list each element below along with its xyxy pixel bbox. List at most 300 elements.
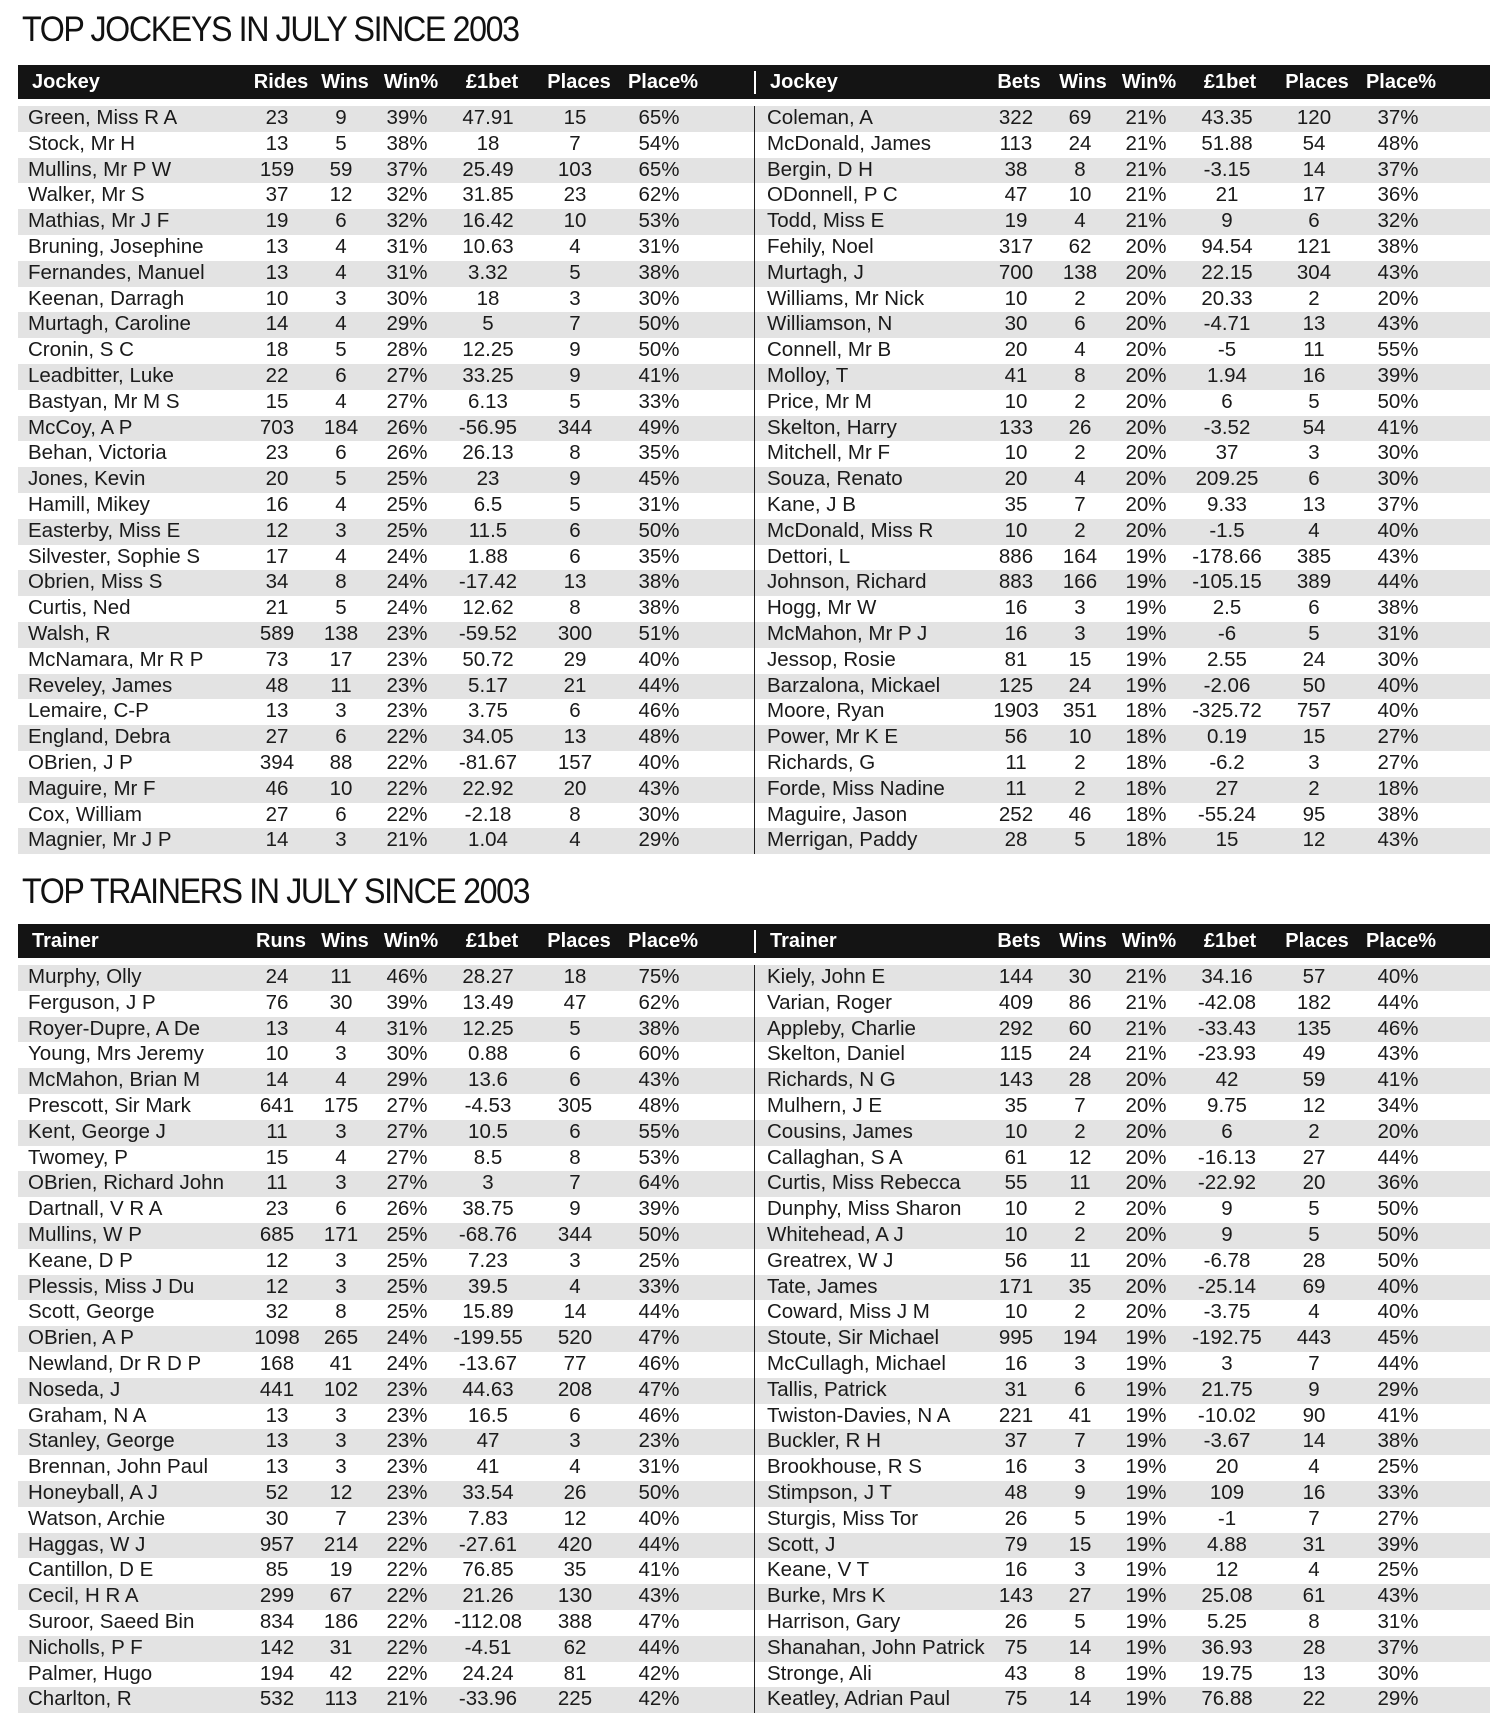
right-row-half bbox=[754, 1326, 1490, 1352]
value-cell: 39.5 bbox=[468, 1274, 508, 1298]
column-header: Win% bbox=[1121, 929, 1177, 952]
left-row-half bbox=[18, 545, 754, 571]
name-cell: Cronin, S C bbox=[28, 338, 134, 362]
value-cell: 6 bbox=[335, 725, 347, 749]
value-cell: 6.13 bbox=[468, 389, 508, 413]
value-cell: 20% bbox=[1125, 1093, 1167, 1117]
right-row-half bbox=[754, 467, 1490, 493]
left-row-half bbox=[18, 1507, 754, 1533]
value-cell: 2 bbox=[1074, 1197, 1086, 1221]
value-cell: 46% bbox=[638, 699, 680, 723]
value-cell: 532 bbox=[259, 1687, 295, 1711]
value-cell: 21% bbox=[1125, 183, 1167, 207]
value-cell: 5 bbox=[482, 312, 494, 336]
row-cells bbox=[18, 1017, 754, 1041]
value-cell: 39% bbox=[638, 1197, 680, 1221]
value-cell: 2.5 bbox=[1212, 596, 1242, 620]
value-cell: 50 bbox=[1302, 673, 1326, 697]
row-cells bbox=[755, 158, 1490, 182]
value-cell: 31% bbox=[1377, 621, 1419, 645]
value-cell: 47% bbox=[638, 1326, 680, 1350]
value-cell: 50% bbox=[638, 338, 680, 362]
name-cell: McDonald, Miss R bbox=[767, 518, 934, 542]
table-row bbox=[18, 1429, 1490, 1455]
name-cell: Dartnall, V R A bbox=[28, 1197, 163, 1221]
value-cell: 3 bbox=[1074, 1351, 1086, 1375]
row-cells bbox=[18, 183, 754, 207]
value-cell: 3 bbox=[1074, 1455, 1086, 1479]
row-cells bbox=[18, 364, 754, 388]
value-cell: 23% bbox=[386, 699, 428, 723]
value-cell: 25% bbox=[386, 1274, 428, 1298]
name-cell: Buckler, R H bbox=[767, 1429, 881, 1453]
right-row-half bbox=[754, 1533, 1490, 1559]
value-cell: 38% bbox=[638, 260, 680, 284]
left-row-half bbox=[18, 803, 754, 829]
value-cell: 3 bbox=[335, 1248, 347, 1272]
right-row-half bbox=[754, 1404, 1490, 1430]
value-cell: 50% bbox=[1377, 1222, 1419, 1246]
value-cell: -17.42 bbox=[458, 570, 518, 594]
value-cell: 18 bbox=[265, 338, 289, 362]
value-cell: 59 bbox=[329, 157, 353, 181]
table-row bbox=[18, 390, 1490, 416]
value-cell: 299 bbox=[259, 1584, 295, 1608]
value-cell: 14 bbox=[1302, 157, 1326, 181]
value-cell: 45% bbox=[638, 467, 680, 491]
value-cell: 2 bbox=[1074, 750, 1086, 774]
row-cells bbox=[755, 965, 1490, 989]
name-cell: Mathias, Mr J F bbox=[28, 209, 170, 233]
value-cell: 33% bbox=[638, 1274, 680, 1298]
value-cell: 81 bbox=[563, 1661, 587, 1685]
table-row bbox=[18, 1275, 1490, 1301]
value-cell: 42% bbox=[638, 1661, 680, 1685]
value-cell: 121 bbox=[1296, 234, 1332, 258]
table-row bbox=[18, 467, 1490, 493]
value-cell: 23% bbox=[386, 1455, 428, 1479]
value-cell: 44% bbox=[638, 673, 680, 697]
right-row-half bbox=[754, 1429, 1490, 1455]
value-cell: 9 bbox=[1221, 1222, 1233, 1246]
value-cell: 19% bbox=[1125, 544, 1167, 568]
value-cell: 15 bbox=[1068, 1532, 1092, 1556]
name-cell: Varian, Roger bbox=[767, 990, 892, 1014]
value-cell: 20% bbox=[1125, 1274, 1167, 1298]
value-cell: 31 bbox=[1004, 1377, 1028, 1401]
value-cell: 21 bbox=[563, 673, 587, 697]
value-cell: 7 bbox=[1074, 1429, 1086, 1453]
right-row-half bbox=[754, 106, 1490, 132]
value-cell: 9 bbox=[569, 1197, 581, 1221]
value-cell: 194 bbox=[259, 1661, 295, 1685]
right-row-half bbox=[754, 1584, 1490, 1610]
row-cells bbox=[755, 183, 1490, 207]
value-cell: -55.24 bbox=[1197, 802, 1257, 826]
value-cell: 19% bbox=[1125, 1377, 1167, 1401]
left-row-half bbox=[18, 1068, 754, 1094]
value-cell: 157 bbox=[557, 750, 593, 774]
right-row-half bbox=[754, 1481, 1490, 1507]
row-cells bbox=[755, 1558, 1490, 1582]
value-cell: 1.04 bbox=[468, 828, 508, 852]
value-cell: 8 bbox=[335, 570, 347, 594]
left-row-half bbox=[18, 1352, 754, 1378]
value-cell: 4 bbox=[569, 828, 581, 852]
value-cell: 22% bbox=[386, 776, 428, 800]
value-cell: 13 bbox=[265, 234, 289, 258]
column-header: Places bbox=[1285, 929, 1349, 952]
value-cell: 12 bbox=[265, 1248, 289, 1272]
value-cell: 35% bbox=[638, 544, 680, 568]
table-row bbox=[18, 803, 1490, 829]
value-cell: 15 bbox=[563, 106, 587, 129]
left-row-half bbox=[18, 1146, 754, 1172]
name-cell: Shanahan, John Patrick bbox=[767, 1635, 985, 1659]
value-cell: 11 bbox=[266, 1171, 288, 1195]
table-row bbox=[18, 777, 1490, 803]
table-row bbox=[18, 1610, 1490, 1636]
value-cell: 5 bbox=[1308, 1222, 1320, 1246]
value-cell: 62% bbox=[638, 183, 680, 207]
right-row-half bbox=[754, 1636, 1490, 1662]
value-cell: 32% bbox=[386, 209, 428, 233]
value-cell: -13.67 bbox=[458, 1351, 518, 1375]
value-cell: 5 bbox=[569, 1016, 581, 1040]
value-cell: 22% bbox=[386, 1661, 428, 1685]
value-cell: 20% bbox=[1125, 234, 1167, 258]
value-cell: 12 bbox=[1302, 1093, 1326, 1117]
row-cells bbox=[755, 1042, 1490, 1066]
left-row-half bbox=[18, 287, 754, 313]
value-cell: 43% bbox=[638, 1584, 680, 1608]
value-cell: 30% bbox=[386, 286, 428, 310]
value-cell: 4 bbox=[335, 312, 347, 336]
row-cells bbox=[18, 158, 754, 182]
value-cell: 20 bbox=[1215, 1455, 1239, 1479]
table-row bbox=[18, 132, 1490, 158]
value-cell: 39% bbox=[1377, 1532, 1419, 1556]
left-row-half bbox=[18, 1429, 754, 1455]
name-cell: Noseda, J bbox=[28, 1377, 121, 1401]
value-cell: 54% bbox=[638, 131, 680, 155]
jockeys-rows bbox=[18, 106, 1490, 854]
right-row-half bbox=[754, 235, 1490, 261]
name-cell: Power, Mr K E bbox=[767, 725, 899, 749]
table-row bbox=[18, 991, 1490, 1017]
right-row-half bbox=[754, 519, 1490, 545]
table-row bbox=[18, 183, 1490, 209]
value-cell: 38% bbox=[1377, 596, 1419, 620]
value-cell: 43% bbox=[638, 776, 680, 800]
value-cell: 48% bbox=[1377, 131, 1419, 155]
value-cell: 29 bbox=[563, 647, 587, 671]
name-cell: Keane, D P bbox=[28, 1248, 133, 1272]
value-cell: 73 bbox=[265, 647, 289, 671]
name-cell: Keane, V T bbox=[767, 1558, 870, 1582]
left-row-half bbox=[18, 1378, 754, 1404]
value-cell: -112.08 bbox=[453, 1609, 522, 1633]
row-cells bbox=[18, 416, 754, 440]
value-cell: 138 bbox=[323, 621, 359, 645]
value-cell: 6 bbox=[335, 209, 347, 233]
right-row-half bbox=[754, 1249, 1490, 1275]
value-cell: 34.16 bbox=[1201, 965, 1253, 988]
name-cell: Dunphy, Miss Sharon bbox=[767, 1197, 962, 1221]
value-cell: 6 bbox=[1221, 389, 1233, 413]
value-cell: 69 bbox=[1302, 1274, 1326, 1298]
right-row-half bbox=[754, 965, 1490, 991]
row-cells bbox=[755, 132, 1490, 156]
row-cells bbox=[18, 1558, 754, 1582]
value-cell: 12 bbox=[1068, 1145, 1092, 1169]
value-cell: 2 bbox=[1074, 1222, 1086, 1246]
name-cell: McCoy, A P bbox=[28, 415, 133, 439]
value-cell: 8 bbox=[335, 1300, 347, 1324]
value-cell: 18% bbox=[1125, 750, 1167, 774]
value-cell: 31% bbox=[386, 260, 428, 284]
right-row-half bbox=[754, 1146, 1490, 1172]
value-cell: 30% bbox=[386, 1042, 428, 1066]
name-cell: Maguire, Jason bbox=[767, 802, 908, 826]
row-cells bbox=[18, 725, 754, 749]
name-cell: ODonnell, P C bbox=[767, 183, 898, 207]
value-cell: 36.93 bbox=[1201, 1635, 1253, 1659]
value-cell: 56 bbox=[1004, 1248, 1028, 1272]
value-cell: 15 bbox=[1215, 828, 1239, 852]
value-cell: 11.5 bbox=[468, 518, 508, 542]
value-cell: 29% bbox=[638, 828, 680, 852]
value-cell: -2.06 bbox=[1203, 673, 1251, 697]
name-cell: Williamson, N bbox=[767, 312, 893, 336]
name-cell: Reveley, James bbox=[28, 673, 173, 697]
value-cell: 44% bbox=[1377, 990, 1419, 1014]
name-cell: Forde, Miss Nadine bbox=[767, 776, 945, 800]
value-cell: 37 bbox=[265, 183, 289, 207]
jockeys-header-row bbox=[18, 65, 1490, 99]
value-cell: 1903 bbox=[993, 699, 1039, 723]
row-cells bbox=[18, 1455, 754, 1479]
right-row-half bbox=[754, 1068, 1490, 1094]
value-cell: 20 bbox=[563, 776, 587, 800]
value-cell: 3 bbox=[335, 518, 347, 542]
right-row-half bbox=[754, 545, 1490, 571]
value-cell: 22% bbox=[386, 750, 428, 774]
value-cell: 14 bbox=[1068, 1687, 1092, 1711]
value-cell: 10 bbox=[265, 1042, 289, 1066]
value-cell: 23 bbox=[265, 441, 289, 465]
value-cell: 3 bbox=[335, 1429, 347, 1453]
row-cells bbox=[18, 1249, 754, 1273]
table-row bbox=[18, 493, 1490, 519]
value-cell: 3 bbox=[335, 699, 347, 723]
value-cell: 21 bbox=[265, 596, 289, 620]
value-cell: 225 bbox=[557, 1687, 593, 1711]
right-row-half bbox=[754, 209, 1490, 235]
left-row-half bbox=[18, 570, 754, 596]
value-cell: 3 bbox=[569, 1429, 581, 1453]
row-cells bbox=[18, 1068, 754, 1092]
row-cells bbox=[755, 751, 1490, 775]
value-cell: 26 bbox=[563, 1480, 587, 1504]
value-cell: 20% bbox=[1125, 1248, 1167, 1272]
value-cell: 30 bbox=[265, 1506, 289, 1530]
left-row-half bbox=[18, 441, 754, 467]
row-cells bbox=[18, 545, 754, 569]
value-cell: 6 bbox=[1308, 209, 1320, 233]
value-cell: -6 bbox=[1217, 621, 1237, 645]
value-cell: 76 bbox=[265, 990, 289, 1014]
name-cell: Fernandes, Manuel bbox=[28, 260, 205, 284]
row-cells bbox=[755, 1326, 1490, 1350]
value-cell: 6 bbox=[1308, 467, 1320, 491]
row-cells bbox=[18, 803, 754, 827]
value-cell: 2 bbox=[1074, 389, 1086, 413]
value-cell: 10 bbox=[1004, 1300, 1028, 1324]
value-cell: 18% bbox=[1125, 776, 1167, 800]
right-row-half bbox=[754, 287, 1490, 313]
value-cell: 26% bbox=[386, 415, 428, 439]
table-row bbox=[18, 1326, 1490, 1352]
name-cell: Kane, J B bbox=[767, 492, 856, 516]
value-cell: 143 bbox=[998, 1584, 1034, 1608]
name-cell: Brennan, John Paul bbox=[28, 1455, 209, 1479]
table-row bbox=[18, 1223, 1490, 1249]
right-row-half bbox=[754, 312, 1490, 338]
trainers-rows bbox=[18, 965, 1490, 1713]
value-cell: 9 bbox=[1221, 209, 1233, 233]
row-cells bbox=[18, 1404, 754, 1428]
value-cell: 24% bbox=[386, 596, 428, 620]
value-cell: 62 bbox=[563, 1635, 587, 1659]
table-row bbox=[18, 570, 1490, 596]
row-cells bbox=[18, 1326, 754, 1350]
row-cells bbox=[755, 390, 1490, 414]
value-cell: 38% bbox=[1377, 802, 1419, 826]
value-cell: 60% bbox=[638, 1042, 680, 1066]
row-cells bbox=[18, 570, 754, 594]
value-cell: 33.25 bbox=[462, 363, 514, 387]
value-cell: -325.72 bbox=[1192, 699, 1262, 723]
value-cell: 38% bbox=[1377, 234, 1419, 258]
value-cell: 19% bbox=[1125, 1506, 1167, 1530]
value-cell: 20 bbox=[265, 467, 289, 491]
value-cell: 19% bbox=[1125, 1558, 1167, 1582]
value-cell: -2.18 bbox=[464, 802, 512, 826]
right-row-half bbox=[754, 1120, 1490, 1146]
value-cell: 8 bbox=[1308, 1609, 1320, 1633]
value-cell: 19% bbox=[1125, 1584, 1167, 1608]
right-row-half bbox=[754, 1378, 1490, 1404]
value-cell: 957 bbox=[259, 1532, 295, 1556]
left-row-half bbox=[18, 1094, 754, 1120]
value-cell: 37% bbox=[1377, 1635, 1419, 1659]
value-cell: 834 bbox=[259, 1609, 295, 1633]
value-cell: 102 bbox=[323, 1377, 359, 1401]
value-cell: 46% bbox=[638, 1351, 680, 1375]
name-cell: Cecil, H R A bbox=[28, 1584, 139, 1608]
value-cell: 3 bbox=[335, 1274, 347, 1298]
left-row-half bbox=[18, 235, 754, 261]
table-row bbox=[18, 1249, 1490, 1275]
value-cell: 18 bbox=[476, 286, 500, 310]
column-header: Places bbox=[547, 70, 611, 93]
value-cell: 20 bbox=[1004, 467, 1028, 491]
value-cell: 44% bbox=[1377, 1145, 1419, 1169]
value-cell: 39% bbox=[386, 990, 428, 1014]
value-cell: 61 bbox=[1302, 1584, 1326, 1608]
row-cells bbox=[755, 1533, 1490, 1557]
value-cell: 9 bbox=[569, 467, 581, 491]
row-cells bbox=[18, 132, 754, 156]
value-cell: 38.75 bbox=[462, 1197, 514, 1221]
value-cell: 130 bbox=[557, 1584, 593, 1608]
trainers-section-title: TOP TRAINERS IN JULY SINCE 2003 bbox=[22, 872, 530, 911]
name-cell: Todd, Miss E bbox=[767, 209, 885, 233]
left-row-half bbox=[18, 519, 754, 545]
value-cell: 23 bbox=[563, 183, 587, 207]
value-cell: 6 bbox=[569, 1068, 581, 1092]
value-cell: 86 bbox=[1068, 990, 1092, 1014]
column-header: Place% bbox=[1365, 929, 1437, 952]
row-cells bbox=[755, 991, 1490, 1015]
row-cells bbox=[755, 106, 1490, 130]
value-cell: -3.75 bbox=[1203, 1300, 1251, 1324]
name-cell: McNamara, Mr R P bbox=[28, 647, 204, 671]
value-cell: 20% bbox=[1125, 1119, 1167, 1143]
value-cell: 11 bbox=[1303, 338, 1325, 362]
row-cells bbox=[755, 1068, 1490, 1092]
name-cell: Sturgis, Miss Tor bbox=[767, 1506, 919, 1530]
value-cell: 6 bbox=[569, 1119, 581, 1143]
name-cell: Suroor, Saeed Bin bbox=[28, 1609, 195, 1633]
value-cell: 6 bbox=[335, 802, 347, 826]
value-cell: 25% bbox=[386, 1222, 428, 1246]
column-header: Win% bbox=[383, 929, 439, 952]
value-cell: 64% bbox=[638, 1171, 680, 1195]
column-header: Places bbox=[547, 929, 611, 952]
value-cell: 5.25 bbox=[1207, 1609, 1247, 1633]
value-cell: 39% bbox=[1377, 363, 1419, 387]
name-cell: Dettori, L bbox=[767, 544, 851, 568]
value-cell: 31.85 bbox=[462, 183, 514, 207]
value-cell: 27% bbox=[1377, 750, 1419, 774]
right-row-half bbox=[754, 1275, 1490, 1301]
value-cell: 30% bbox=[638, 286, 680, 310]
value-cell: 75% bbox=[638, 965, 680, 988]
value-cell: 3 bbox=[482, 1171, 494, 1195]
value-cell: 19% bbox=[1125, 1429, 1167, 1453]
value-cell: 23% bbox=[386, 1429, 428, 1453]
value-cell: 11 bbox=[1069, 1248, 1091, 1272]
value-cell: 27 bbox=[1302, 1145, 1326, 1169]
value-cell: 11 bbox=[1005, 750, 1027, 774]
value-cell: 62 bbox=[1068, 234, 1092, 258]
value-cell: 20% bbox=[1125, 260, 1167, 284]
row-cells bbox=[755, 1275, 1490, 1299]
left-row-half bbox=[18, 183, 754, 209]
value-cell: 2 bbox=[1074, 1300, 1086, 1324]
value-cell: 20% bbox=[1125, 1197, 1167, 1221]
value-cell: 20% bbox=[1125, 389, 1167, 413]
value-cell: 409 bbox=[998, 990, 1034, 1014]
value-cell: 61 bbox=[1004, 1145, 1028, 1169]
value-cell: 22.92 bbox=[462, 776, 514, 800]
name-cell: Merrigan, Paddy bbox=[767, 828, 918, 852]
column-header: Trainer bbox=[770, 929, 837, 952]
row-cells bbox=[755, 1146, 1490, 1170]
value-cell: 19% bbox=[1125, 570, 1167, 594]
